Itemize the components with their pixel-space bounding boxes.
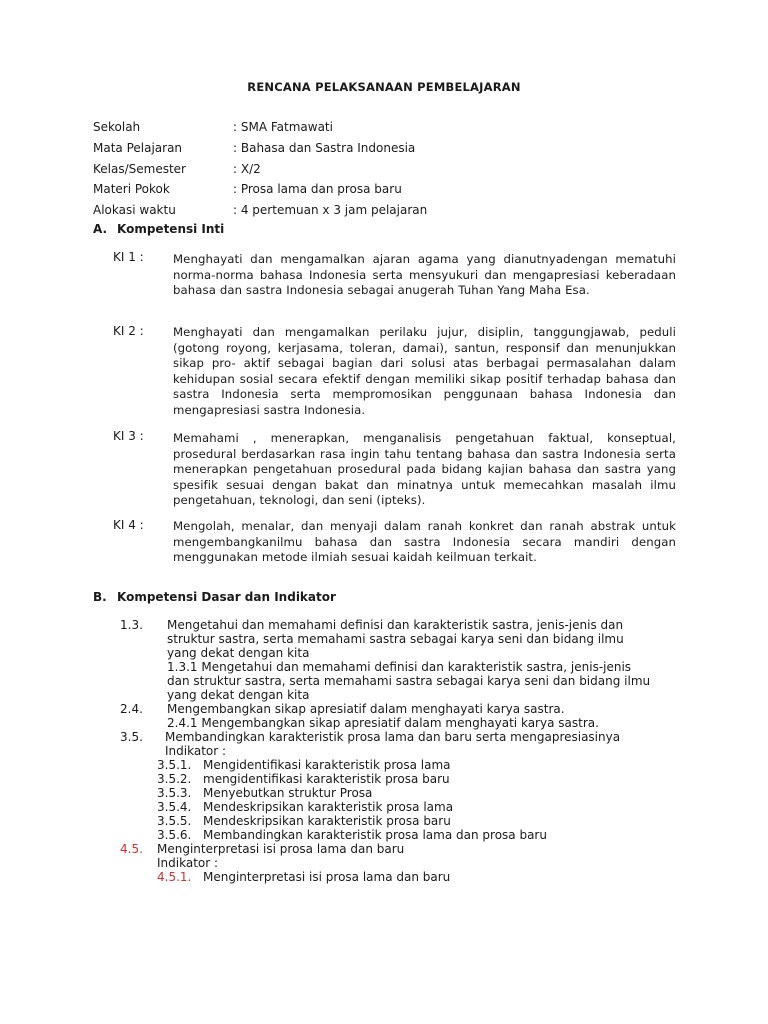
ki-4-text: Mengolah, menalar, dan menyaji dalam ranah konkret dan ranah abstrak untuk mengembangkanilmu bahasa dan sastra Indonesia secara mandiri dengan menggunakan metode ilmiah sesuai kaidah keilmuan terkait.: [173, 519, 676, 564]
kd-1-3-1-line-1: 1.3.1 Mengetahui dan memahami definisi dan karakteristik sastra, jenis-jenis: [167, 660, 632, 674]
ind-3-5-1-text: Mengidentifikasi karakteristik prosa lama: [203, 758, 451, 772]
ind-3-5-2-text: mengidentifikasi karakteristik prosa baru: [203, 772, 450, 786]
kd-1-3-line-3: yang dekat dengan kita: [167, 646, 310, 660]
kd-4-5-indicator-label: Indikator :: [157, 856, 219, 870]
ind-3-5-5-text: Mendeskripsikan karakteristik prosa baru: [203, 814, 451, 828]
kd-3-5-text: Membandingkan karakteristik prosa lama dan baru serta mengapresiasinya: [165, 730, 621, 744]
kd-4-5-text: Menginterpretasi isi prosa lama dan baru: [157, 842, 405, 856]
section-b-heading: [93, 588, 336, 606]
ki-1-label: KI 1 :: [113, 250, 144, 264]
ind-3-5-4-number: 3.5.4.: [157, 800, 192, 814]
kd-3-5-indicator-label: Indikator :: [165, 744, 227, 758]
info-value: : X/2: [233, 162, 261, 176]
kd-1-3-1-line-2: dan struktur sastra, serta memahami sastra sebagai karya seni dan bidang ilmu: [167, 674, 651, 688]
info-value: : Prosa lama dan prosa baru: [233, 182, 402, 196]
kd-3-5-number: 3.5.: [120, 730, 143, 744]
ind-3-5-3-text: Menyebutkan struktur Prosa: [203, 786, 373, 800]
info-value: : 4 pertemuan x 3 jam pelajaran: [233, 203, 428, 217]
ki-2-text: Menghayati dan mengamalkan perilaku jujur, disiplin, tanggungjawab, peduli (gotong royong, kerjasama, toleran, damai), santun, responsif dan menunjukkan sikap pro- aktif sebagai bagian dari solusi atas berbagai permasalahan dalam kehidupan sosial secara efektif dengan memiliki sikap positif terhadap bahasa dan sastra Indonesia serta mempromosikan penggunaan bahasa Indonesia dan mengapresiasi sastra Indonesia.: [173, 325, 676, 417]
ki-4-label: KI 4 :: [113, 518, 144, 532]
info-value: : SMA Fatmawati: [233, 120, 333, 134]
section-letter: A.: [93, 222, 108, 236]
ind-3-5-5-number: 3.5.5.: [157, 814, 192, 828]
ind-3-5-3-number: 3.5.3.: [157, 786, 192, 800]
section-a-heading: [93, 220, 224, 238]
ki-2-label: KI 2 :: [113, 324, 144, 338]
info-label: Alokasi waktu: [93, 203, 176, 217]
info-label: Kelas/Semester: [93, 162, 186, 176]
kd-1-3-line-2: struktur sastra, serta memahami sastra sebagai karya seni dan bidang ilmu: [167, 632, 624, 646]
ki-3-text: Memahami , menerapkan, menganalisis pengetahuan faktual, konseptual, prosedural berdasarkan rasa ingin tahu tentang bahasa dan sastra Indonesia serta menerapkan pengetahuan prosedural pada bidang kajian bahasa dan sastra yang spesifik sesuai dengan bakat dan minatnya untuk memecahkan masalah ilmu pengetahuan, teknologi, dan seni (ipteks).: [173, 431, 676, 507]
ind-3-5-1-number: 3.5.1.: [157, 758, 192, 772]
ki-3-label: KI 3 :: [113, 429, 144, 443]
kd-2-4-1-text: 2.4.1 Mengembangkan sikap apresiatif dalam menghayati karya sastra.: [167, 716, 599, 730]
info-value: : Bahasa dan Sastra Indonesia: [233, 141, 416, 155]
section-title: Kompetensi Inti: [117, 222, 225, 236]
ind-3-5-4-text: Mendeskripsikan karakteristik prosa lama: [203, 800, 454, 814]
ind-4-5-1-text: Menginterpretasi isi prosa lama dan baru: [203, 870, 451, 884]
ind-3-5-6-number: 3.5.6.: [157, 828, 192, 842]
info-label: Mata Pelajaran: [93, 141, 183, 155]
info-label: Sekolah: [93, 120, 141, 134]
ind-3-5-6-text: Membandingkan karakteristik prosa lama dan prosa baru: [203, 828, 547, 842]
ki-1-text: Menghayati dan mengamalkan ajaran agama yang dianutnyadengan mematuhi norma-norma bahasa Indonesia serta mensyukuri dan mengapresiasi keberadaan bahasa dan sastra Indonesia sebagai anugerah Tuhan Yang Maha Esa.: [173, 252, 676, 297]
kd-2-4-text: Mengembangkan sikap apresiatif dalam menghayati karya sastra.: [167, 702, 565, 716]
section-letter: B.: [93, 590, 107, 604]
ind-4-5-1-number: 4.5.1.: [157, 870, 192, 884]
section-title: Kompetensi Dasar dan Indikator: [117, 590, 336, 604]
info-label: Materi Pokok: [93, 182, 170, 196]
kd-2-4-number: 2.4.: [120, 702, 143, 716]
kd-1-3-number: 1.3.: [120, 618, 143, 632]
kd-1-3-line-1: Mengetahui dan memahami definisi dan karakteristik sastra, jenis-jenis dan: [167, 618, 624, 632]
ind-3-5-2-number: 3.5.2.: [157, 772, 192, 786]
kd-1-3-1-line-3: yang dekat dengan kita: [167, 688, 310, 702]
kd-4-5-number: 4.5.: [120, 842, 143, 856]
document-title: RENCANA PELAKSANAAN PEMBELAJARAN: [247, 80, 521, 94]
